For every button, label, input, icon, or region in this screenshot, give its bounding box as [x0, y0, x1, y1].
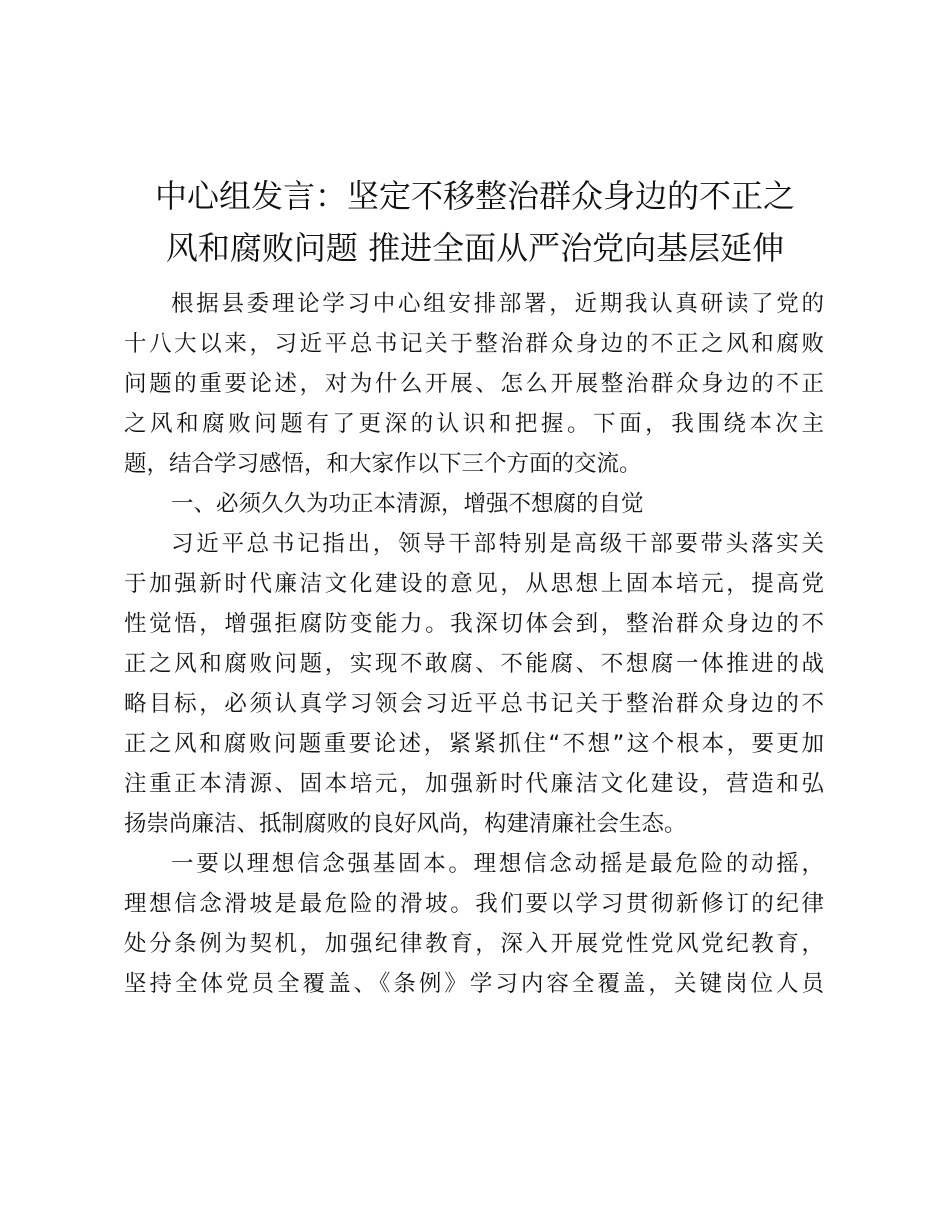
text-line: 十八大以来，习近平总书记关于整治群众身边的不正之风和腐败	[124, 331, 824, 357]
text-line: 正之风和腐败问题重要论述，紧紧抓住“不想”这个根本，要更加	[124, 731, 824, 757]
title-line-1: 中心组发言：坚定不移整治群众身边的不正之	[154, 177, 795, 215]
section-heading-1	[124, 484, 824, 524]
section-heading-text: 一、必须久久为功正本清源，增强不想腐的自觉	[171, 491, 644, 517]
text-line: 坚持全体党员全覆盖、《条例》学习内容全覆盖，关键岗位人员	[124, 971, 824, 997]
text-line: 处分条例为契机，加强纪律教育，深入开展党性党风党纪教育，	[124, 931, 824, 957]
document-title	[120, 170, 830, 274]
paragraph-section-1-body	[124, 524, 824, 844]
text-line: 问题的重要论述，对为什么开展、怎么开展整治群众身边的不正	[124, 371, 824, 397]
text-line: 题，结合学习感悟，和大家作以下三个方面的交流。	[124, 451, 642, 477]
paragraph-intro	[124, 284, 824, 484]
paragraph-point-1	[124, 844, 824, 1004]
text-line: 正之风和腐败问题，实现不敢腐、不能腐、不想腐一体推进的战	[124, 651, 824, 677]
text-line: 根据县委理论学习中心组安排部署，近期我认真研读了党的	[171, 291, 824, 317]
text-line: 一要以理想信念强基固本。理想信念动摇是最危险的动摇，	[171, 851, 824, 877]
text-line: 扬崇尚廉洁、抵制腐败的良好风尚，构建清廉社会生态。	[124, 811, 687, 837]
text-line: 理想信念滑坡是最危险的滑坡。我们要以学习贯彻新修订的纪律	[124, 891, 824, 917]
text-line: 性觉悟，增强拒腐防变能力。我深切体会到，整治群众身边的不	[124, 611, 824, 637]
text-line: 之风和腐败问题有了更深的认识和把握。下面，我围绕本次主	[124, 411, 824, 437]
title-line-2: 风和腐败问题 推进全面从严治党向基层延伸	[165, 229, 785, 267]
text-line: 略目标，必须认真学习领会习近平总书记关于整治群众身边的不	[124, 691, 824, 717]
text-line: 于加强新时代廉洁文化建设的意见，从思想上固本培元，提高党	[124, 571, 824, 597]
text-line: 习近平总书记指出，领导干部特别是高级干部要带头落实关	[171, 531, 824, 557]
text-line: 注重正本清源、固本培元，加强新时代廉洁文化建设，营造和弘	[124, 771, 824, 797]
document-body	[124, 284, 824, 1004]
